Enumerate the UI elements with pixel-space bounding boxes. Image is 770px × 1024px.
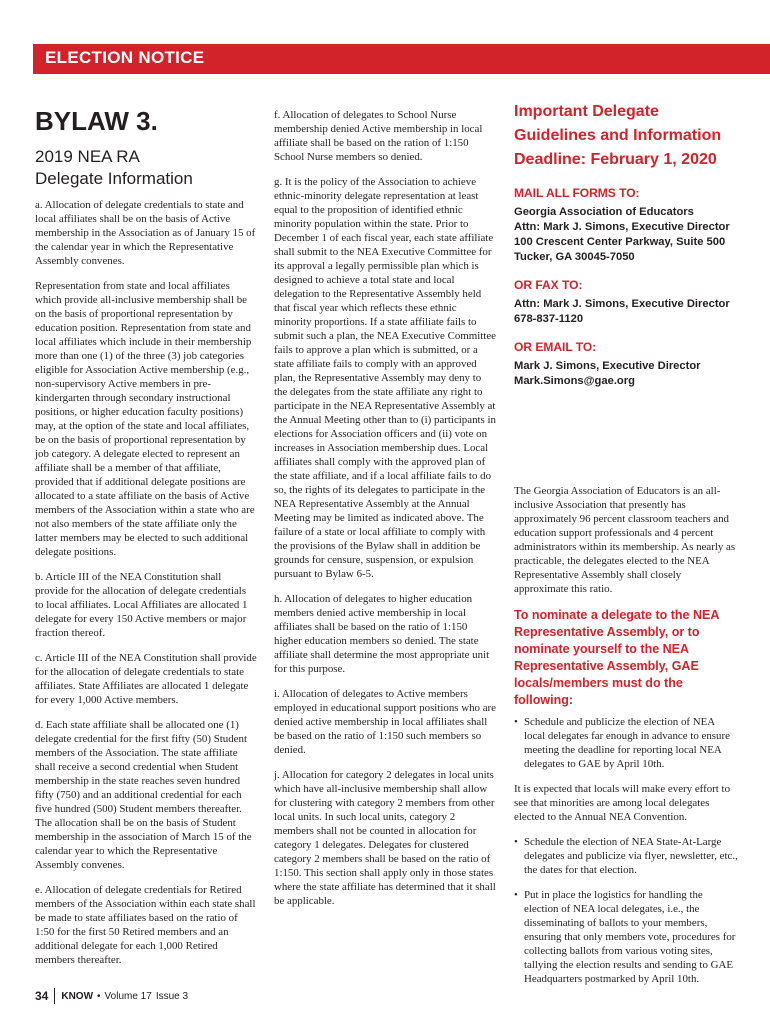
important-line-3: Deadline: February 1, 2020 xyxy=(514,151,717,168)
paragraph-d: d. Each state affiliate shall be allocated one (1) delegate credential for the first fifty (50) Student members of the Association. The state affiliate shall receive a second credential when Student membership in the state reaches seven hundred fifty (750) and an additional credential for each five hundred (500) Student members thereafter. The allocation shall be on the basis of Student membership in the association of March 15 of the calendar year to which the Representative Assembly convenes. xyxy=(35,719,252,871)
column-guidelines xyxy=(514,100,738,997)
important-heading xyxy=(514,100,738,172)
paragraph-e: e. Allocation of delegate credentials for Retired members of the Association within each state shall be made to state affiliates based on the ratio of 1:50 for the first 50 Retired members and an additional delegate for each 1,000 Retired members thereafter. xyxy=(35,884,256,966)
volume-label: Volume 17 xyxy=(104,990,152,1002)
fax-line: Attn: Mark J. Simons, Executive Director xyxy=(514,298,730,310)
gae-paragraph: The Georgia Association of Educators is an all-inclusive Association that presently has approximately 96 percent classroom teachers and education support professionals and 4 percent administrators within its membership. As nearly as practicable, the delegates elected to the NEA Representative Assembly shall closely approximate this ratio. xyxy=(514,485,736,595)
mail-heading: MAIL ALL FORMS TO: xyxy=(514,186,640,200)
issue-label: Issue 3 xyxy=(155,990,189,1002)
subtitle-line-1: 2019 NEA RA xyxy=(35,147,140,166)
paragraph-b: b. Article III of the NEA Constitution shall provide for the allocation of delegate credentials to local affiliates. Local Affiliates are allocated 1 delegate for every 150 Active members or major fraction thereof. xyxy=(35,571,248,639)
mail-line: Tucker, GA 30045-7050 xyxy=(514,251,635,263)
mail-line: 100 Crescent Center Parkway, Suite 500 xyxy=(514,236,726,248)
paragraph-c: c. Article III of the NEA Constitution shall provide for the allocation of delegate credentials to state affiliates. State Affiliates are allocated 1 delegate for every 1,000 Active members. xyxy=(35,652,257,706)
bullet-item: • Put in place the logistics for handling the election of NEA local delegates, i.e., the disseminating of ballots to your members, ensuring that only members vote, procedures for collecting ballots from various voting sites, tallying the election results and sending to GAE Headquarters postmarked by April 10th. xyxy=(514,888,738,986)
bullet-item: • Schedule the election of NEA State-At-Large delegates and publicize via flyer, newsletter, etc., the dates for that election. xyxy=(514,835,738,877)
page-number: 34 xyxy=(35,989,49,1003)
fax-info xyxy=(514,297,738,327)
mail-address xyxy=(514,205,738,265)
email-line: Mark J. Simons, Executive Director xyxy=(514,360,701,372)
important-line-2: Guidelines and Information xyxy=(514,127,722,144)
expected-paragraph: It is expected that locals will make every effort to see that minorities are among local delegates elected to the Annual NEA Convention. xyxy=(514,783,731,823)
important-line-1: Important Delegate xyxy=(514,103,659,120)
paragraph-a: a. Allocation of delegate credentials to state and local affiliates shall be on the basis of Active membership in the Association as of January 15 of the calendar year in which the Representative Assembly convenes. xyxy=(35,199,256,267)
paragraph-j: j. Allocation for category 2 delegates in local units which have all-inclusive membership shall allow for clustering with category 2 members from other local units. In such local units, category 2 members shall not be counted in allocation for category 1 delegates. Delegates for clustered category 2 members shall be based on the ratio of 1:150. This section shall apply only in those states where the state affiliate has determined that it shall be applicable. xyxy=(274,769,496,907)
footer-bullet: • xyxy=(97,990,101,1002)
bylaw-subtitle xyxy=(35,146,257,190)
spacer xyxy=(514,402,738,484)
bullet-item: • Schedule and publicize the election of NEA local delegates far enough in advance to ensure meeting the deadline for reporting local NEA delegates to GAE by April 10th. xyxy=(514,715,738,771)
email-line[interactable]: Mark.Simons@gae.org xyxy=(514,375,635,387)
mail-line: Georgia Association of Educators xyxy=(514,206,694,218)
subtitle-line-2: Delegate Information xyxy=(35,169,193,188)
fax-heading: OR FAX TO: xyxy=(514,278,583,292)
election-notice-banner xyxy=(33,44,770,74)
paragraph-i: i. Allocation of delegates to Active members employed in educational support positions who are denied active membership in local affiliates shall be based on the ratio of 1:150 such members so denied. xyxy=(274,688,497,756)
bylaw-heading: BYLAW 3. xyxy=(35,106,158,136)
paragraph-h: h. Allocation of delegates to higher education members denied active membership in local affiliates shall be based on the ratio of 1:150 higher education members so denied. The state affiliate shall determine the most appropriate unit for this purpose. xyxy=(274,593,490,675)
footer-divider xyxy=(54,988,55,1004)
banner-title: ELECTION NOTICE xyxy=(45,48,205,67)
column-bylaw-continued xyxy=(274,108,496,919)
magazine-name: KNOW xyxy=(61,990,94,1002)
paragraph-representation: Representation from state and local affiliates which provide all-inclusive membership shall be on the basis of proportional representation by education position. Representation from state and local affiliates which include in their membership more than one (1) of the three (3) job categories eligible for Association Active membership (e.g., non-supervisory Active members in pre-kindergarten through secondary instructional positions, or higher education faculty positions) may, at the option of the state and local affiliates, be on the basis of proportional representation by job category. A delegate elected to represent an affiliate shall be a member of that affiliate, provided that if additional delegate positions are allocated to a state affiliate on the basis of Active members of the Association within a state who are not also members of the state affiliate only the latter members may be elected to such additional delegate positions. xyxy=(35,280,255,558)
paragraph-f: f. Allocation of delegates to School Nurse membership denied Active membership in local affiliate shall be based on the ration of 1:150 School Nurse members so denied. xyxy=(274,109,483,163)
column-bylaw xyxy=(35,100,257,978)
page-footer xyxy=(35,988,188,1004)
email-info xyxy=(514,359,738,389)
fax-line: 678-837-1120 xyxy=(514,313,584,325)
paragraph-g: g. It is the policy of the Association to achieve ethnic-minority delegate representation at least equal to the proposition of identified ethnic minority population within the state. Prior to December 1 of each fiscal year, each state affiliate shall submit to the NEA Executive Committee for its approval a legally permissible plan which is designed to achieve a total state and local delegation to the Representative Assembly held that fiscal year which reflects these ethnic minority proportions. If a state affiliate fails to submit such a plan, the NEA Executive Committee fails to approve a plan which is submitted, or a state affiliate fails to comply with an approved plan, the Representative Assembly may deny to the delegates from the state affiliate any right to participate in the NEA Representative Assembly at the Annual Meeting other than to (i) participants in elections for Association officers and (ii) vote on increases in Association membership dues. Local affiliates shall comply with the approved plan of the state affiliate, and if a local affiliate fails to do so, the rights of its delegates to participate in the NEA Representative Assembly at the Annual Meeting may be limited as indicated above. The failure of a state or local affiliate to comply with the provisions of the Bylaw shall in addition be grounds for censure, suspension, or expulsion pursuant to Bylaw 6-5. xyxy=(274,176,497,580)
nominate-heading: To nominate a delegate to the NEA Representative Assembly, or to nominate yourself to the NEA Representative Assembly, GAE locals/members must do the following: xyxy=(514,608,719,707)
mail-line: Attn: Mark J. Simons, Executive Director xyxy=(514,221,730,233)
email-heading: OR EMAIL TO: xyxy=(514,340,597,354)
